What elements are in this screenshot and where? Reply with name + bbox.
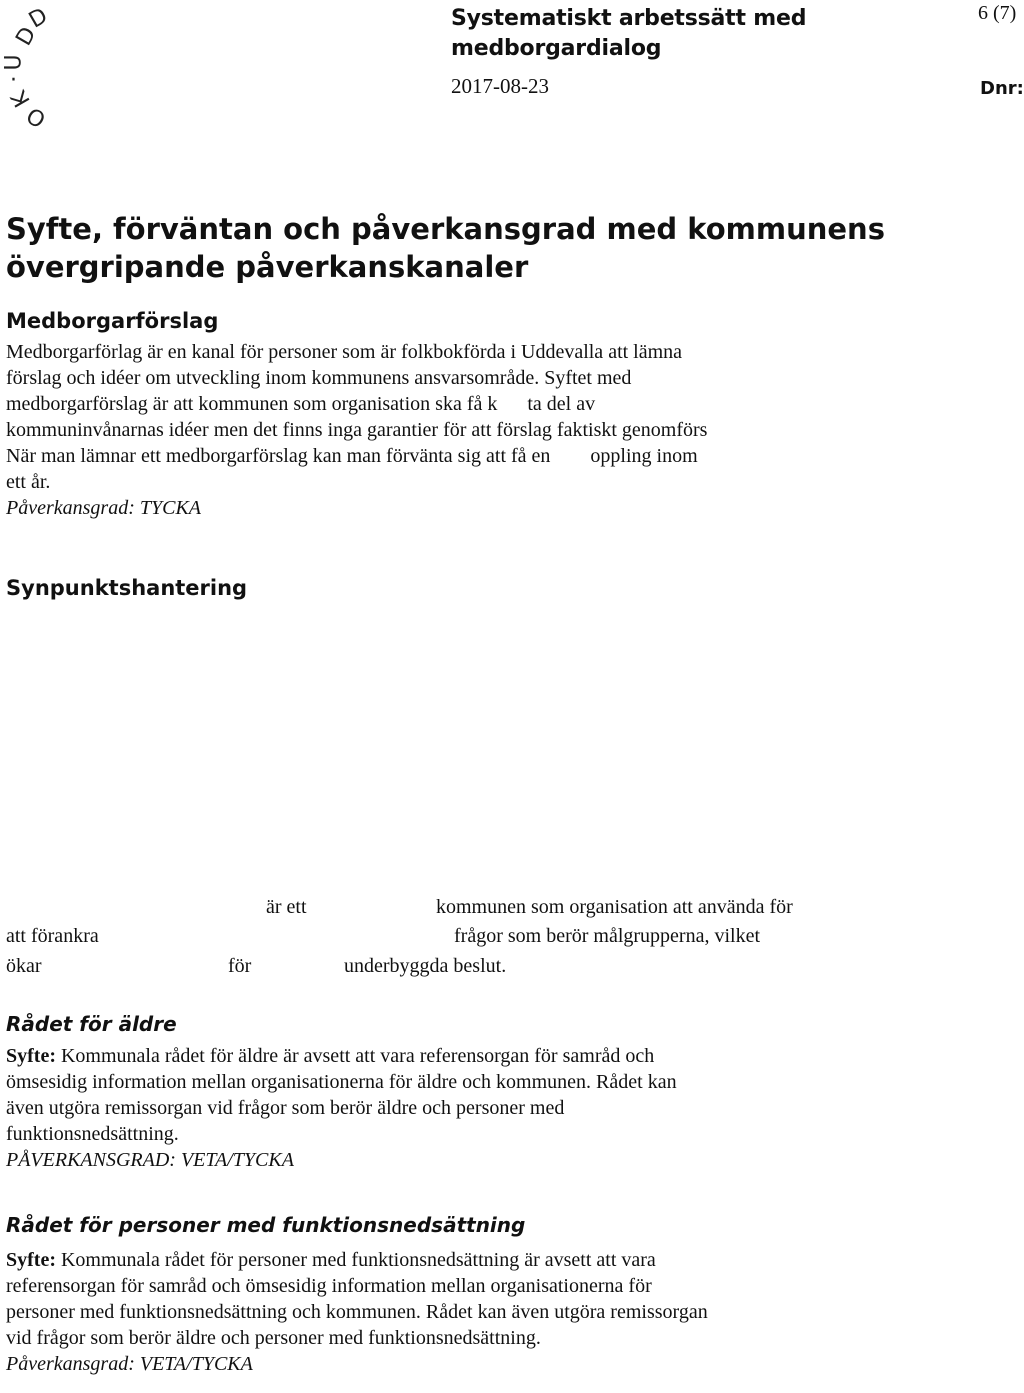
text-line: När man lämnar ett medborgarförslag kan man förvänta sig att få en oppling inom bbox=[6, 445, 698, 467]
text-line: förslag och idéer om utveckling inom kommunens ansvarsområde. Syftet med bbox=[6, 367, 632, 389]
text-fragment: kommunen som organisation att använda för bbox=[436, 896, 793, 918]
text-line: referensorgan för samråd och ömsesidig information mellan organisationerna för bbox=[6, 1275, 652, 1297]
text-line: medborgarförslag är att kommunen som organisation ska få k ta del av bbox=[6, 393, 596, 415]
text-line: kommuninvånarnas idéer men det finns inga garantier för att förslag faktiskt genomförs bbox=[6, 419, 708, 441]
text-line: ett år. bbox=[6, 471, 51, 493]
text-line: ömsesidig information mellan organisationerna för äldre och kommunen. Rådet kan bbox=[6, 1071, 677, 1093]
text-line: funktionsnedsättning. bbox=[6, 1123, 179, 1145]
stamp-char: O bbox=[22, 101, 51, 132]
impact-level: Påverkansgrad: TYCKA bbox=[6, 497, 201, 519]
stamp bbox=[0, 0, 70, 140]
section-title-synpunktshantering: Synpunktshantering bbox=[6, 576, 248, 600]
document-title: Systematiskt arbetssätt med medborgardialog bbox=[451, 6, 807, 61]
stamp-char: D bbox=[24, 3, 53, 34]
text-fragment: är ett bbox=[266, 896, 307, 918]
text-line: personer med funktionsnedsättning och kommunen. Rådet kan även utgöra remissorgan bbox=[6, 1301, 708, 1323]
section-body-medborgarforslag bbox=[6, 339, 1016, 521]
page-number: 6 (7) bbox=[978, 2, 1017, 24]
text-line: vid frågor som berör äldre och personer med funktionsnedsättning. bbox=[6, 1327, 541, 1349]
stamp-char: · bbox=[10, 68, 17, 93]
stamp-char: U bbox=[1, 54, 27, 71]
section-body-radet-for-aldre bbox=[6, 1043, 1016, 1173]
document-date: 2017-08-23 bbox=[451, 74, 549, 98]
text-line: Syfte: Kommunala rådet för personer med funktionsnedsättning är avsett att vara bbox=[6, 1249, 656, 1271]
text-line: även utgöra remissorgan vid frågor som berör äldre och personer med bbox=[6, 1097, 565, 1119]
text-fragment: för bbox=[228, 955, 252, 977]
page-heading: Syfte, förväntan och påverkansgrad med kommunens övergripande påverkanskanaler bbox=[6, 212, 885, 284]
text-fragment: underbyggda beslut. bbox=[344, 955, 507, 977]
text-fragment: att förankra bbox=[6, 925, 99, 947]
section-title-radet-for-aldre: Rådet för äldre bbox=[6, 1012, 177, 1036]
section-title-medborgarforslag: Medborgarförslag bbox=[6, 309, 219, 333]
dnr-label: Dnr: bbox=[980, 78, 1024, 99]
impact-level: PÅVERKANSGRAD: VETA/TYCKA bbox=[6, 1149, 294, 1171]
text-fragment: frågor som berör målgrupperna, vilket bbox=[454, 925, 761, 947]
text-fragment: ökar bbox=[6, 955, 42, 977]
stamp-char: K bbox=[6, 85, 36, 112]
text-line: Syfte: Kommunala rådet för äldre är avsett att vara referensorgan för samråd och bbox=[6, 1045, 655, 1067]
section-body-radet-funktionsnedsattning bbox=[6, 1247, 1016, 1377]
section-title-radet-funktionsnedsattning: Rådet för personer med funktionsnedsättning bbox=[6, 1213, 526, 1237]
impact-level: Påverkansgrad: VETA/TYCKA bbox=[6, 1353, 253, 1375]
text-line: Medborgarförlag är en kanal för personer som är folkbokförda i Uddevalla att lämna bbox=[6, 341, 683, 363]
stamp-char: D bbox=[11, 22, 42, 51]
